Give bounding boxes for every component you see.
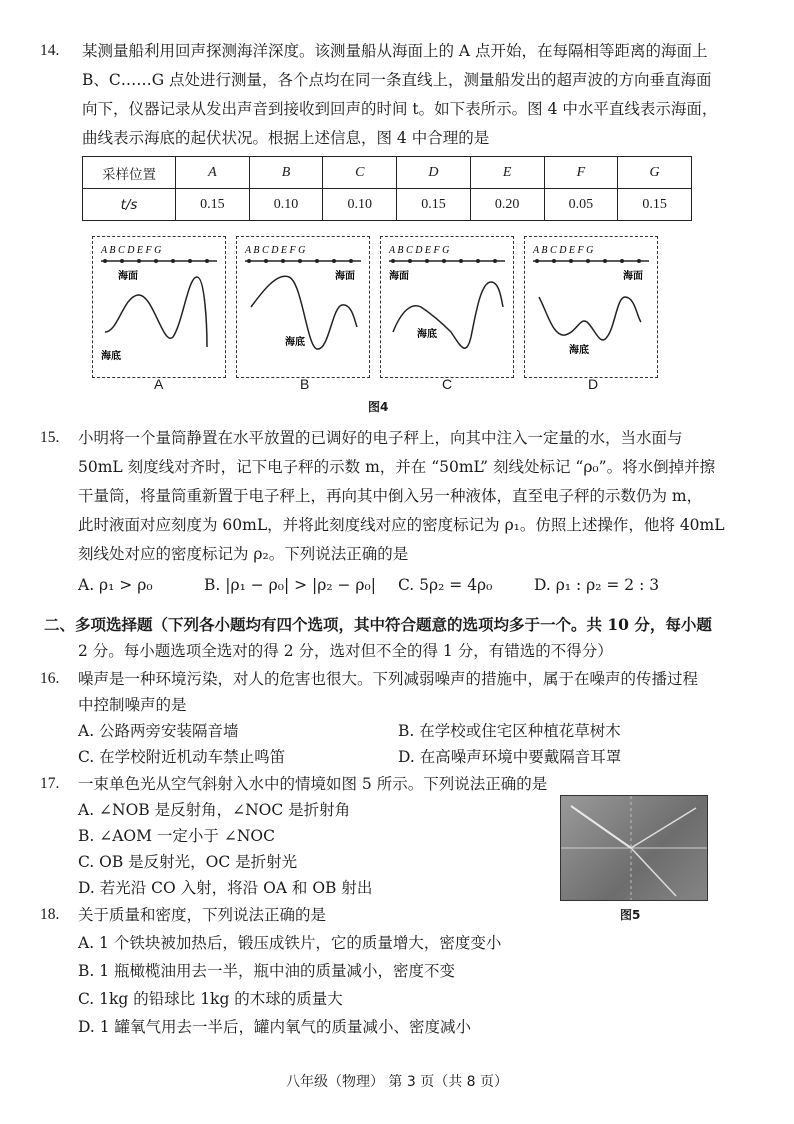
question-16-number: 16. <box>40 670 60 687</box>
question-15-line-3: 干量筒，将量筒重新置于电子秤上，再向其中倒入另一种液体，直至电子秤的示数仍为 m， <box>78 487 703 505</box>
question-16-option-b: B. 在学校或住宅区种植花草树木 <box>398 722 621 740</box>
svg-text:海面: 海面 <box>335 271 355 282</box>
seafloor-diagram <box>381 237 513 377</box>
table-cell: G <box>618 157 692 189</box>
question-18-option-c: C. 1kg 的铅球比 1kg 的木球的质量大 <box>78 990 343 1008</box>
question-15-line-4: 此时液面对应刻度为 60mL，并将此刻度线对应的密度标记为 ρ₁。仿照上述操作，他将 40mL <box>78 516 725 534</box>
question-18-option-b: B. 1 瓶橄榄油用去一半，瓶中油的质量减小，密度不变 <box>78 962 456 980</box>
question-17-option-c: C. OB 是反射光，OC 是折射光 <box>78 853 298 871</box>
table-row <box>83 157 692 189</box>
table-cell: 0.20 <box>470 189 544 221</box>
light-ray-diagram <box>561 796 707 900</box>
table-cell: A <box>176 157 250 189</box>
svg-text:海底: 海底 <box>101 351 121 362</box>
question-15-option-d: D. ρ₁ : ρ₂ = 2 : 3 <box>534 576 660 594</box>
seafloor-diagram <box>237 237 369 377</box>
table-cell: 0.15 <box>176 189 250 221</box>
table-cell: t/s <box>83 189 176 221</box>
question-17-option-b: B. ∠AOM 一定小于 ∠NOC <box>78 827 275 845</box>
table-cell: 0.15 <box>618 189 692 221</box>
question-16-option-c: C. 在学校附近机动车禁止鸣笛 <box>78 748 286 766</box>
question-14-line-2: B、C……G 点处进行测量，各个点均在同一条直线上，测量船发出的超声波的方向垂直海面 <box>82 71 712 89</box>
sampling-table <box>82 156 692 221</box>
seafloor-diagram <box>93 237 225 377</box>
question-14-line-3: 向下，仪器记录从发出声音到接收到回声的时间 t。如下表所示。图 4 中水平直线表示海面， <box>82 100 718 118</box>
question-15-line-2: 50mL 刻度线对齐时，记下电子秤的示数 m，并在 “50mL” 刻线处标记 “ρ₀”。将水倒掉并擦 <box>78 458 716 476</box>
table-row <box>83 189 692 221</box>
table-cell: 0.05 <box>544 189 618 221</box>
seafloor-diagram <box>525 237 657 377</box>
question-14-line-4: 曲线表示海底的起伏状况。根据上述信息，图 4 中合理的是 <box>82 129 490 147</box>
svg-text:A B C D E F G: A B C D E F G <box>389 245 450 256</box>
svg-text:A B C D E F G: A B C D E F G <box>245 245 306 256</box>
question-17-line-1: 一束单色光从空气斜射入水中的情境如图 5 所示。下列说法正确的是 <box>78 775 548 793</box>
figure-5-caption: 图5 <box>620 908 641 922</box>
svg-text:海面: 海面 <box>389 271 409 282</box>
question-14-line-1: 某测量船利用回声探测海洋深度。该测量船从海面上的 A 点开始，在每隔相等距离的海面上 <box>82 42 708 60</box>
figure-4-caption: 图4 <box>368 400 389 414</box>
refraction-photo <box>560 795 708 901</box>
question-14-number: 14. <box>40 42 60 59</box>
table-cell: 采样位置 <box>83 157 176 189</box>
question-16-line-2: 中控制噪声的是 <box>78 696 187 714</box>
question-18-option-d: D. 1 罐氧气用去一半后，罐内氧气的质量减小、密度减小 <box>78 1018 472 1036</box>
question-16-option-a: A. 公路两旁安装隔音墙 <box>78 722 239 740</box>
question-17-option-a: A. ∠NOB 是反射角，∠NOC 是折射角 <box>78 801 351 819</box>
question-18-option-a: A. 1 个铁块被加热后，锻压成铁片，它的质量增大，密度变小 <box>78 934 502 952</box>
figure-4-label-c: C <box>442 376 453 392</box>
figure-4-panel-a <box>92 236 226 378</box>
question-17-option-d: D. 若光沿 CO 入射，将沿 OA 和 OB 射出 <box>78 879 373 897</box>
question-15-line-5: 刻线处对应的密度标记为 ρ₂。下列说法正确的是 <box>78 545 409 563</box>
page-footer: 八年级（物理） 第 3 页（共 8 页） <box>285 1074 509 1090</box>
svg-text:海底: 海底 <box>569 345 589 356</box>
question-15-option-c: C. 5ρ₂ = 4ρ₀ <box>398 576 493 594</box>
question-18-number: 18. <box>40 906 60 923</box>
question-15-number: 15. <box>40 429 60 446</box>
question-15-option-b: B. |ρ₁ − ρ₀| > |ρ₂ − ρ₀| <box>204 576 376 594</box>
figure-4-label-d: D <box>588 376 599 392</box>
table-cell: E <box>470 157 544 189</box>
table-cell: B <box>249 157 323 189</box>
table-cell: 0.10 <box>249 189 323 221</box>
question-15-option-a: A. ρ₁ > ρ₀ <box>78 576 153 594</box>
table-cell: C <box>323 157 397 189</box>
question-16-option-d: D. 在高噪声环境中要戴隔音耳罩 <box>398 748 622 766</box>
question-16-line-1: 噪声是一种环境污染，对人的危害也很大。下列减弱噪声的措施中，属于在噪声的传播过程 <box>78 670 699 688</box>
table-cell: D <box>397 157 471 189</box>
svg-text:A B C D E F G: A B C D E F G <box>101 245 162 256</box>
figure-4-label-b: B <box>300 376 310 392</box>
table-cell: 0.15 <box>397 189 471 221</box>
figure-4-panel-c <box>380 236 514 378</box>
figure-4-panel-b <box>236 236 370 378</box>
svg-text:海面: 海面 <box>118 271 138 282</box>
svg-text:海面: 海面 <box>623 271 643 282</box>
question-15-line-1: 小明将一个量筒静置在水平放置的已调好的电子秤上，向其中注入一定量的水，当水面与 <box>78 429 683 447</box>
figure-4-label-a: A <box>154 376 164 392</box>
section-2-instructions: 2 分。每小题选项全选对的得 2 分，选对但不全的得 1 分，有错选的不得分） <box>78 642 613 660</box>
svg-text:海底: 海底 <box>285 337 305 348</box>
question-18-line-1: 关于质量和密度，下列说法正确的是 <box>78 906 327 924</box>
figure-4-panel-d <box>524 236 658 378</box>
table-cell: 0.10 <box>323 189 397 221</box>
svg-text:海底: 海底 <box>417 329 437 340</box>
question-17-number: 17. <box>40 775 60 792</box>
section-2-heading: 二、多项选择题（下列各小题均有四个选项，其中符合题意的选项均多于一个。共 10 分，每小题 <box>44 615 712 634</box>
table-cell: F <box>544 157 618 189</box>
svg-text:A B C D E F G: A B C D E F G <box>533 245 594 256</box>
